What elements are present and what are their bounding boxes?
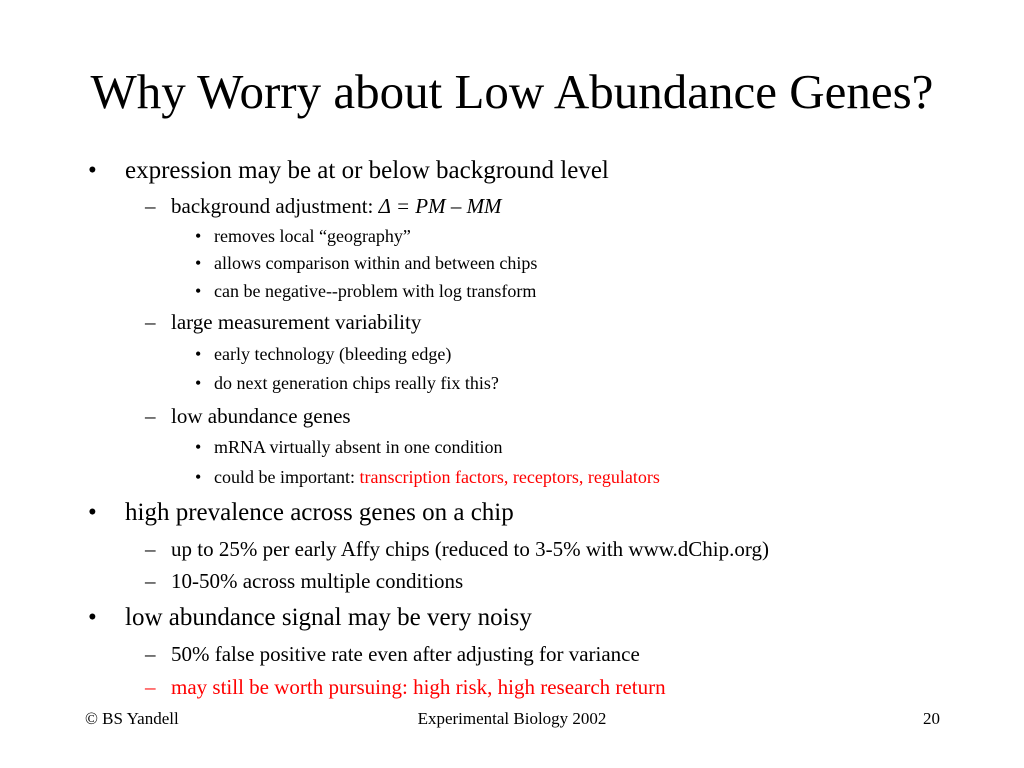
highlighted-text: transcription factors, receptors, regulators xyxy=(359,467,660,487)
sub-bullet-item xyxy=(171,193,502,219)
sub-bullet-item: low abundance genes xyxy=(171,404,351,428)
slide-title: Why Worry about Low Abundance Genes? xyxy=(90,64,934,119)
sub-bullet-marker: – xyxy=(145,569,156,593)
sub-sub-bullet-text: could be important: xyxy=(214,467,360,487)
sub-sub-bullet-item: do next generation chips really fix this? xyxy=(214,373,499,393)
sub-bullet-item: 10-50% across multiple conditions xyxy=(171,569,464,593)
bullet-marker: • xyxy=(88,157,97,184)
sub-sub-bullet-marker: • xyxy=(195,437,202,457)
footer-title: Experimental Biology 2002 xyxy=(417,709,607,728)
sub-bullet-marker: – xyxy=(145,310,156,334)
sub-sub-bullet-item: removes local “geography” xyxy=(214,226,411,246)
sub-bullet-text: background adjustment: xyxy=(171,194,379,218)
page-number: 20 xyxy=(923,709,940,728)
sub-bullet-marker: – xyxy=(145,404,156,428)
sub-sub-bullet-marker: • xyxy=(195,344,202,364)
sub-bullet-marker: – xyxy=(145,537,156,561)
sub-sub-bullet-item: early technology (bleeding edge) xyxy=(214,344,452,364)
sub-sub-bullet-marker: • xyxy=(195,281,202,301)
sub-sub-bullet-item: can be negative--problem with log transform xyxy=(214,281,537,301)
sub-sub-bullet-item: mRNA virtually absent in one condition xyxy=(214,437,503,457)
sub-bullet-item: large measurement variability xyxy=(171,310,422,334)
bullet-item: high prevalence across genes on a chip xyxy=(125,499,514,526)
sub-sub-bullet-item: allows comparison within and between chips xyxy=(214,253,538,273)
delta-formula: Δ = PM – MM xyxy=(378,194,502,218)
sub-sub-bullet-marker: • xyxy=(195,253,202,273)
bullet-marker: • xyxy=(88,499,97,526)
sub-bullet-marker: – xyxy=(145,194,156,218)
sub-sub-bullet-marker: • xyxy=(195,226,202,246)
sub-bullet-item: up to 25% per early Affy chips (reduced to 3-5% with www.dChip.org) xyxy=(171,537,769,561)
sub-sub-bullet-item xyxy=(214,466,660,488)
sub-sub-bullet-marker: • xyxy=(195,373,202,393)
sub-sub-bullet-marker: • xyxy=(195,467,202,487)
footer-copyright: © BS Yandell xyxy=(85,709,179,728)
bullet-item: low abundance signal may be very noisy xyxy=(125,604,532,631)
bullet-marker: • xyxy=(88,604,97,631)
sub-bullet-marker: – xyxy=(145,675,156,699)
bullet-item: expression may be at or below background level xyxy=(125,157,609,184)
sub-bullet-item: 50% false positive rate even after adjusting for variance xyxy=(171,642,640,666)
sub-bullet-item-highlighted: may still be worth pursuing: high risk, high research return xyxy=(171,675,666,699)
sub-bullet-marker: – xyxy=(145,642,156,666)
